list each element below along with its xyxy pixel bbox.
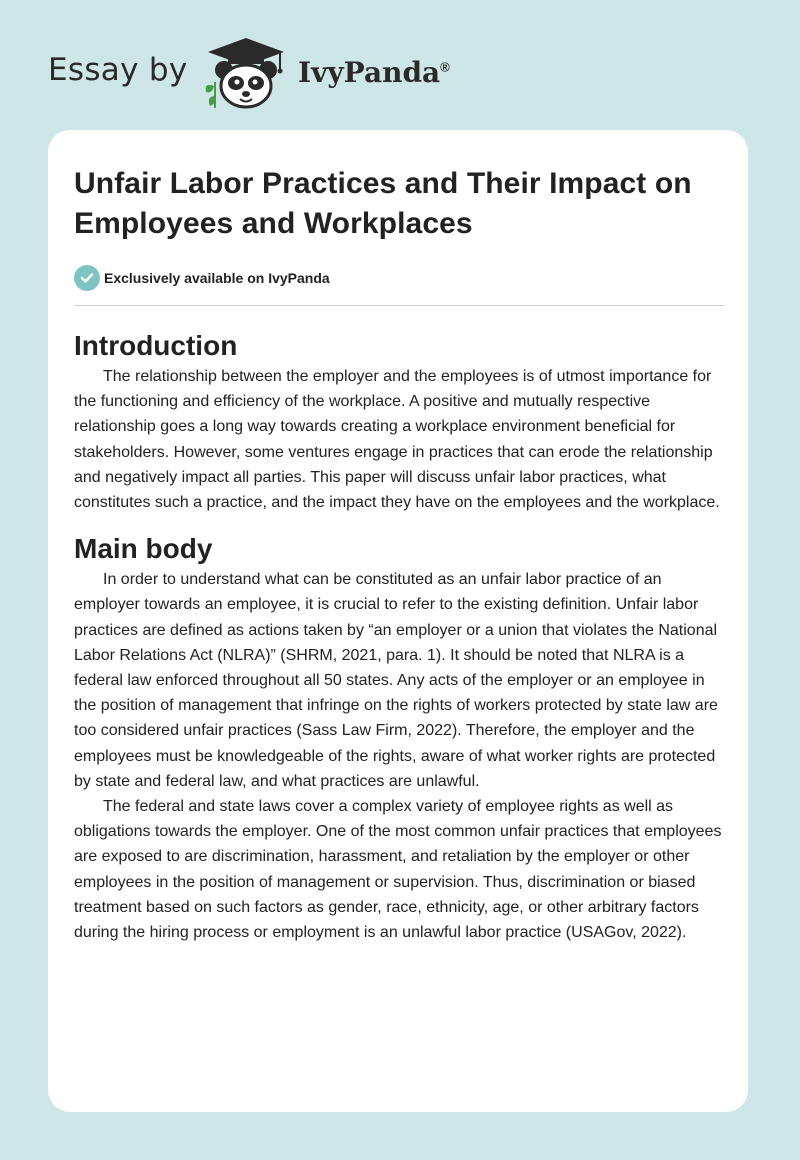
paragraph-introduction: The relationship between the employer and the employees is of utmost importance for the functioning and efficiency of the workplace. A positive and mutually respective relationship goes a long way towards creating a workplace environment beneficial for stakeholders. However, some ventures engage in practices that can erode the relationship and negatively impact all parties. This paper will discuss unfair labor practices, what constitutes such a practice, and the impact they have on the employees and the workplace.	[74, 368, 720, 512]
divider	[74, 305, 724, 306]
brand-name[interactable]	[298, 56, 450, 89]
panda-logo-icon[interactable]	[200, 36, 292, 110]
exclusive-badge	[74, 264, 724, 292]
essay-card	[48, 130, 748, 1112]
registered-mark: ®	[440, 59, 450, 75]
essay-by-label: Essay by	[48, 52, 188, 88]
paragraph-main-body-1: In order to understand what can be constituted as an unfair labor practice of an employer towards an employee, it is crucial to refer to the existing definition. Unfair labor practices are defined as actions taken by “an employer or a union that violates the National Labor Relations Act (NLRA)” (SHRM, 2021, para. 1). It should be noted that NLRA is a federal law enforced throughout all 50 states. Any acts of the employer or an employee in the position of management that infringe on the rights of workers protected by state law are too considered unfair practices (Sass Law Firm, 2022). Therefore, the employer and the employees must be knowledgeable of the rights, aware of what worker rights are protected by state and federal law, and what practices are unlawful.	[74, 571, 718, 790]
essay-content	[74, 164, 724, 945]
brand-text: IvyPanda	[298, 56, 441, 89]
essay-title: Unfair Labor Practices and Their Impact on Employees and Workplaces	[74, 167, 692, 240]
section-heading-introduction: Introduction	[74, 330, 238, 361]
site-header	[48, 36, 508, 110]
section-heading-main-body: Main body	[74, 533, 213, 565]
check-circle-icon	[74, 265, 100, 291]
exclusive-label: Exclusively available on IvyPanda	[104, 270, 330, 286]
paragraph-main-body-2: The federal and state laws cover a complex variety of employee rights as well as obligations towards the employer. One of the most common unfair practices that employees are exposed to are discrimination, harassment, and retaliation by the employer or other employees in the position of management or supervision. Thus, discrimination or biased treatment based on such factors as gender, race, ethnicity, age, or other arbitrary factors during the hiring process or employment is an unlawful labor practice (USAGov, 2022).	[74, 798, 722, 942]
